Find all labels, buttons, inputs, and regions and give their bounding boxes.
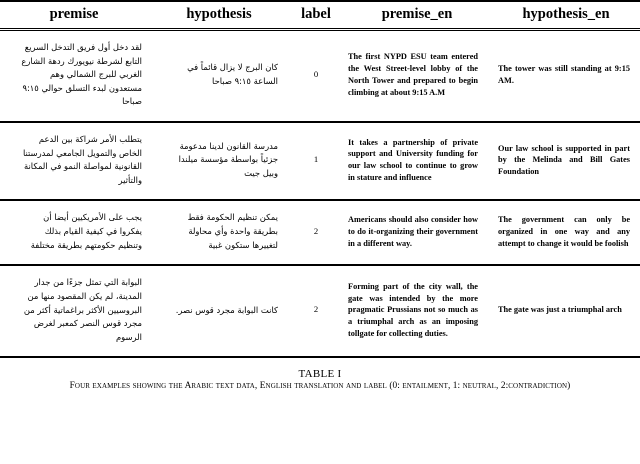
cell-hypothesis — [148, 122, 290, 200]
hypothesis-en-text: Our law school is supported in part by the Melinda and Bill Gates Foundation — [498, 143, 630, 177]
label-value: 2 — [313, 225, 319, 236]
caption-table-number: TABLE I — [298, 368, 342, 381]
label-value: 1 — [313, 154, 319, 165]
cell-premise-en — [342, 122, 492, 200]
column-header-label: label — [290, 1, 342, 30]
cell-premise — [0, 30, 148, 123]
hypothesis-text: مدرسة القانون لدينا مدعومة جزئياً بواسطة مؤسسة ميلندا وبيل جيت — [178, 140, 278, 179]
column-header-premise: premise — [0, 1, 148, 30]
cell-premise-en — [342, 30, 492, 123]
hypothesis-en-text: The government can only be organized in one way and any attempt to change it would be foolish — [498, 215, 630, 248]
column-header-premise-en: premise_en — [342, 1, 492, 30]
premise-text: يتطلب الأمر شراكة بين الدعم الخاص والتمويل الجامعي لمدرستنا القانونية لمواصلة النمو في المكانة والتأثير — [22, 134, 142, 185]
table-row — [0, 122, 640, 200]
cell-label — [290, 200, 342, 265]
premise-text: لقد دخل أول فريق التدخل السريع التابع لشرطة نيويورك ردهة الشارع الغربي للبرج الشمالي وهم مستعدون لبدء التسلق حوالي ٩:١٥ صباحا — [21, 42, 142, 107]
label-value: 0 — [313, 69, 319, 80]
table-caption — [0, 368, 640, 391]
hypothesis-en-text: The tower was still standing at 9:15 AM. — [498, 64, 630, 86]
premise-en-text: Americans should also consider how to do it-organizing their government in a different way. — [348, 215, 478, 248]
cell-hypothesis-en — [492, 122, 640, 200]
cell-premise — [0, 200, 148, 265]
premise-en-text: It takes a partnership of private support and University funding for our law school to continue to grow in stature and influence — [348, 137, 478, 183]
cell-premise-en — [342, 265, 492, 357]
cell-hypothesis-en — [492, 265, 640, 357]
table-row — [0, 265, 640, 357]
cell-premise-en — [342, 200, 492, 265]
cell-hypothesis — [148, 30, 290, 123]
cell-hypothesis — [148, 265, 290, 357]
cell-label — [290, 122, 342, 200]
premise-en-text: The first NYPD ESU team entered the West Street-level lobby of the North Tower and prepared to begin climbing at about 9:15 A.M — [348, 52, 478, 97]
cell-hypothesis — [148, 200, 290, 265]
cell-hypothesis-en — [492, 30, 640, 123]
cell-premise — [0, 122, 148, 200]
cell-label — [290, 30, 342, 123]
table-header-row — [0, 1, 640, 30]
premise-en-text: Forming part of the city wall, the gate was intended by the more pragmatic Prussians not so much as a triumphal arch as an imposing tollgate for collecting duties. — [348, 281, 478, 338]
hypothesis-text: كانت البوابة مجرد قوس نصر. — [175, 304, 278, 315]
cell-hypothesis-en — [492, 200, 640, 265]
table-row — [0, 30, 640, 123]
premise-text: البوابة التي تمثل جزءًا من جدار المدينة، لم يكن المقصود منها من البروسيين الأكثر براغماتية أكثر من مجرد قوس النصر كمعبر لغرض الرسوم — [23, 277, 142, 342]
hypothesis-text: كان البرج لا يزال قائماً في الساعة ٩:١٥ صباحا — [187, 62, 278, 87]
column-header-hypothesis-en: hypothesis_en — [492, 1, 640, 30]
premise-text: يجب على الأمريكيين أيضا أن يفكروا في كيفية القيام بذلك وتنظيم حكومتهم بطريقة مختلفة — [30, 212, 142, 250]
column-header-hypothesis: hypothesis — [148, 1, 290, 30]
hypothesis-text: يمكن تنظيم الحكومة فقط بطريقة واحدة وأي محاولة لتغييرها ستكون غبية — [187, 212, 278, 250]
table-row — [0, 200, 640, 265]
hypothesis-en-text: The gate was just a triumphal arch — [498, 305, 622, 315]
cell-label — [290, 265, 342, 357]
cell-premise — [0, 265, 148, 357]
label-value: 2 — [313, 304, 319, 315]
caption-description: Four examples showing the Arabic text data, English translation and label (0: entailment, 1: neutral, 2:contradiction) — [69, 381, 571, 392]
